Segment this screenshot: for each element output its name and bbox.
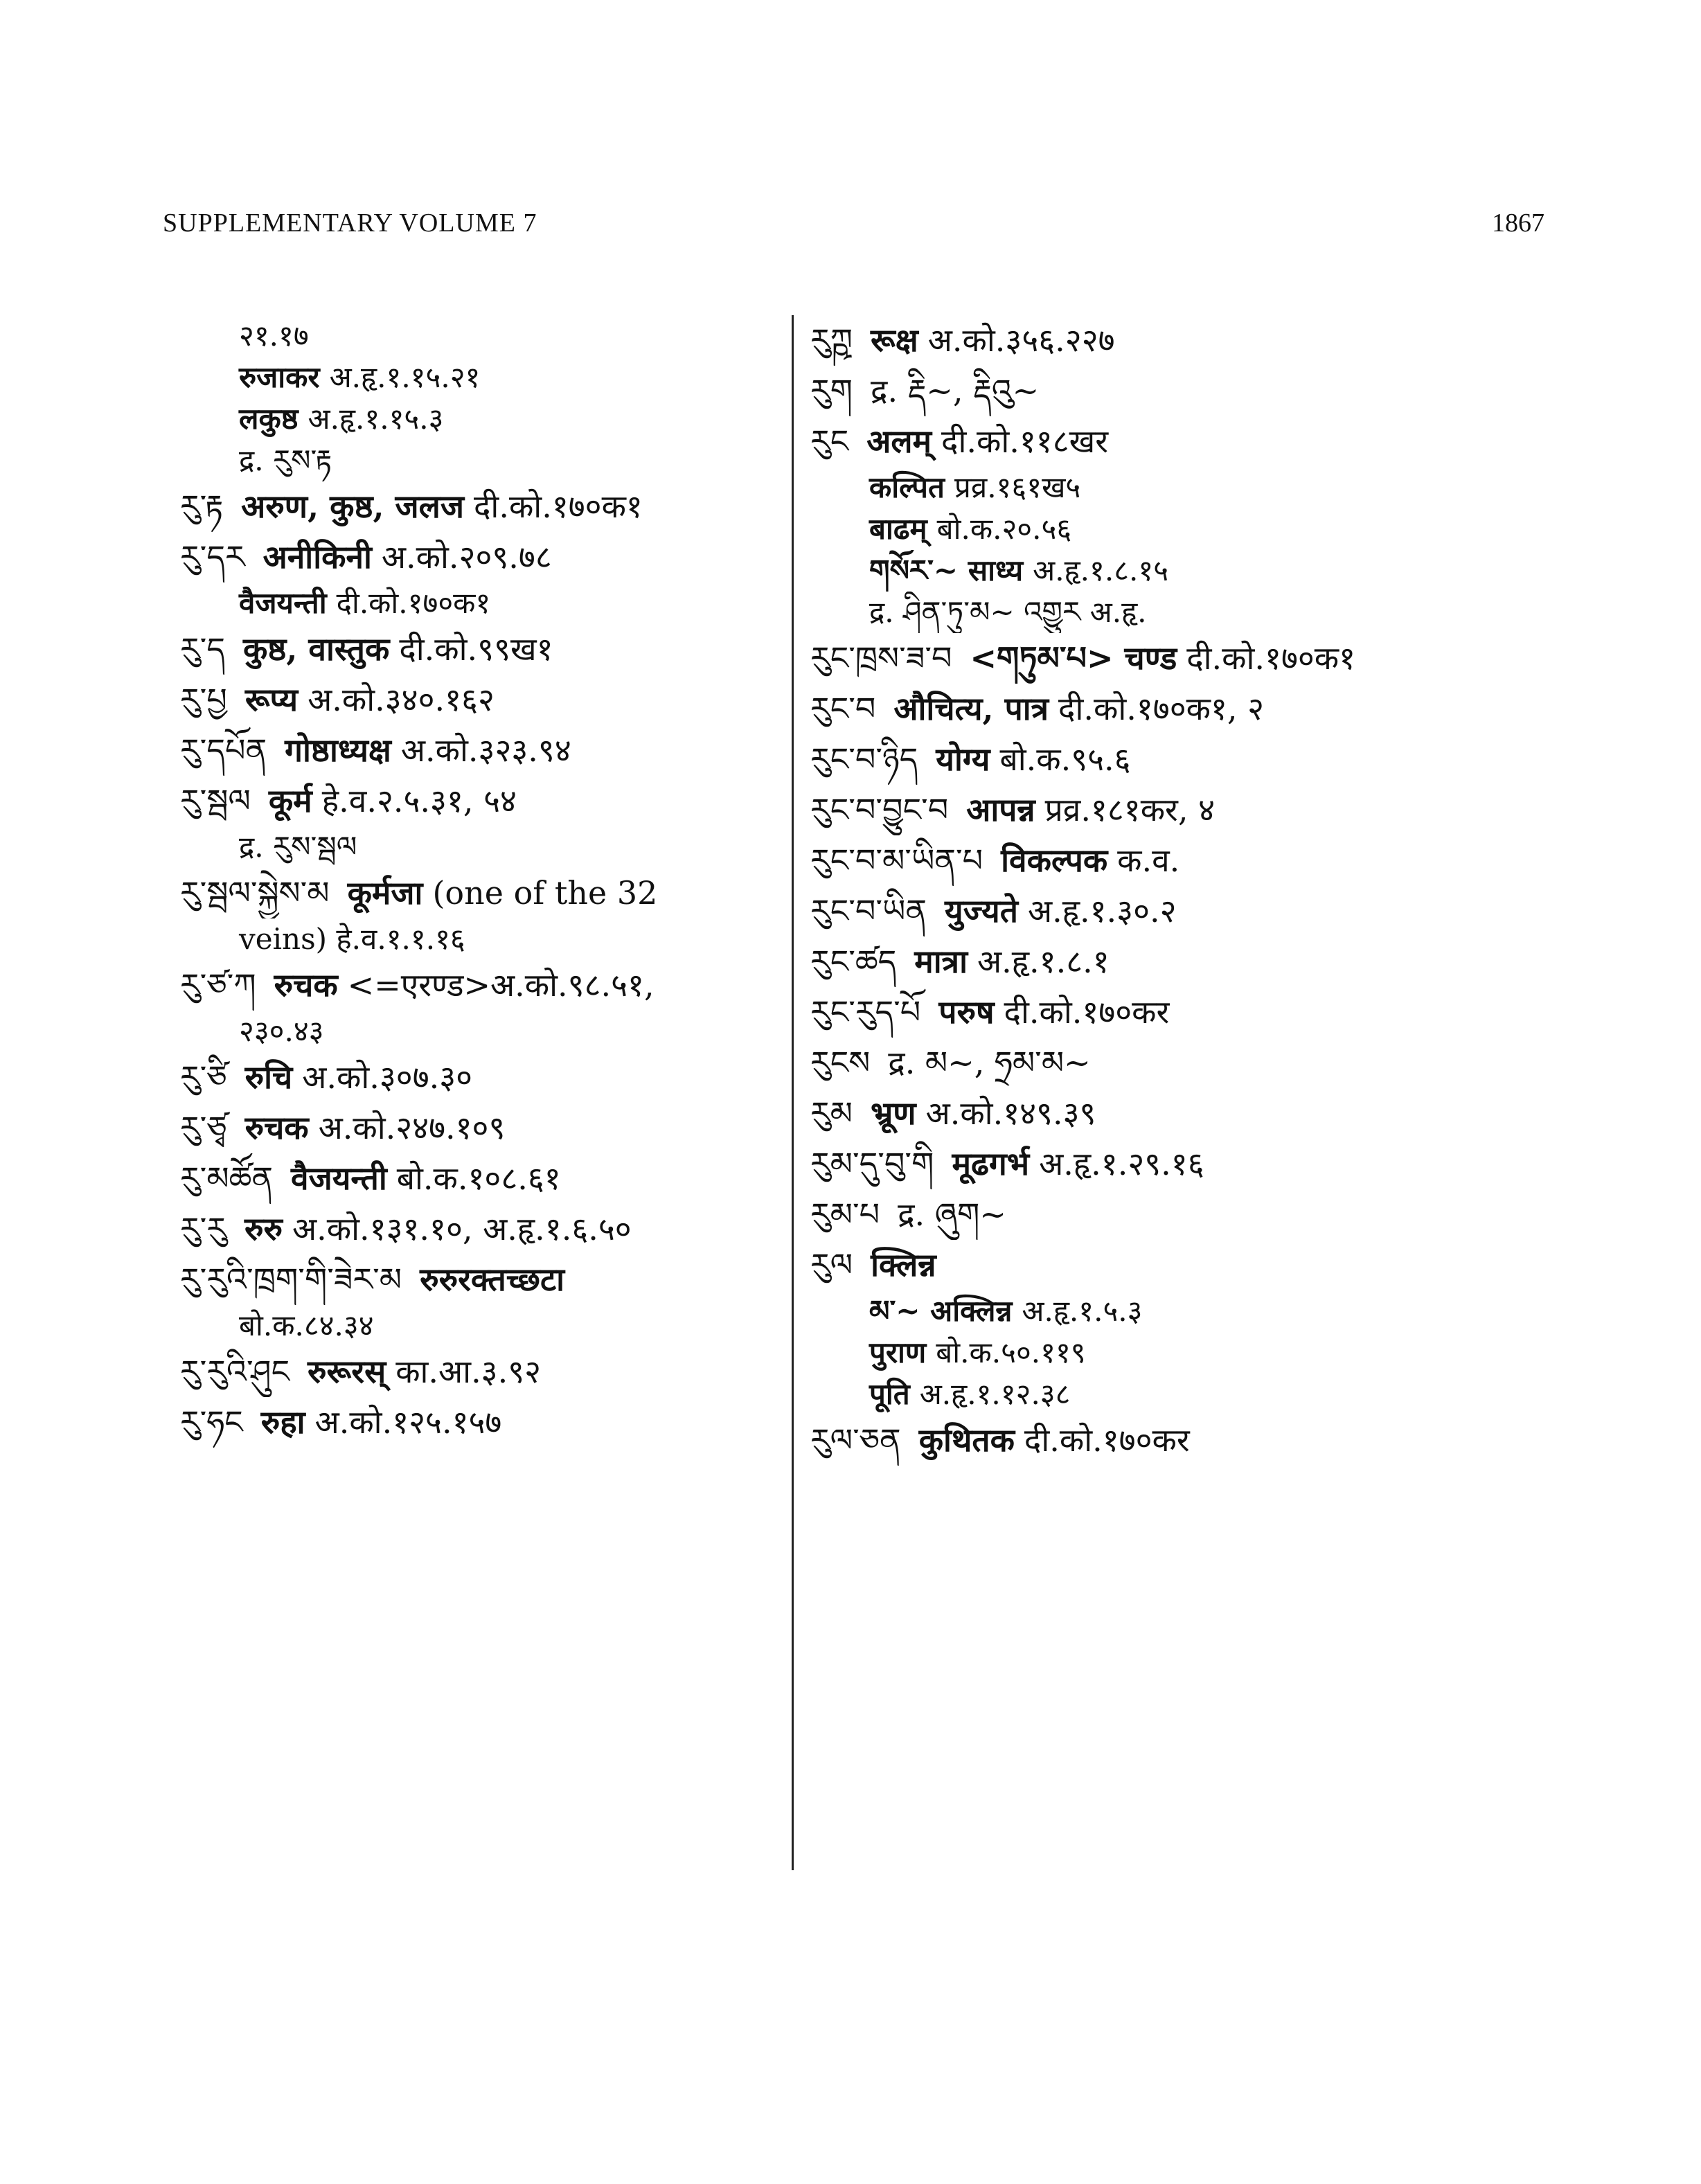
dictionary-entry (810, 467, 1503, 508)
headword: རུ་དར (180, 538, 245, 576)
headword: རུ་རུའི་ཤུང (180, 1353, 290, 1390)
headword: རུ་དཔོན (180, 731, 267, 769)
dictionary-entry (180, 398, 776, 440)
reference: <=एरण्ड>अ.को.९८.५१, (347, 966, 654, 1004)
column-rule (792, 315, 794, 1870)
sanskrit-equivalent: गोष्ठाध्यक्ष (285, 731, 391, 769)
sanskrit-equivalent: रुचक (244, 1109, 309, 1146)
reference: बो.क.८४.३४ (239, 1308, 374, 1342)
dictionary-entry (810, 592, 1503, 633)
headword: རུ་རུ (180, 1210, 226, 1248)
reference: अ.हृ.१.१५.३ (308, 402, 444, 436)
dictionary-entry (810, 1240, 1503, 1290)
dictionary-entry (810, 1088, 1503, 1139)
dictionary-entry (180, 1397, 776, 1448)
dictionary-entry (810, 416, 1503, 467)
headword: རུ་ཙི (180, 1058, 227, 1096)
dictionary-entry (810, 785, 1503, 835)
dictionary-entry (180, 675, 776, 725)
reference: अ.को.१२५.१५७ (314, 1403, 502, 1441)
sanskrit-equivalent: विकल्पक (1001, 842, 1108, 879)
sanskrit-equivalent: कूर्म (268, 782, 312, 819)
dictionary-entry (810, 835, 1503, 886)
sanskrit-equivalent: अरुण, कुष्ठ, जलज (241, 488, 464, 525)
sanskrit-equivalent: मात्रा (914, 943, 968, 980)
dictionary-entry (180, 725, 776, 776)
headword: རུང (810, 423, 849, 460)
reference: २३०.४३ (239, 1014, 324, 1048)
reference: अ.हृ.१.८.१ (977, 943, 1110, 980)
sanskrit-equivalent: <གཏུམ་པ> चण्ड (970, 639, 1177, 677)
reference: द्र. མ~, ཧྲམ་མ~ (888, 1044, 1091, 1081)
reference: द्र. ཞུག~ (898, 1196, 1006, 1233)
headword: རུང་བ་ཉིད (810, 740, 918, 778)
reference: अ.हृ.१.२९.१६ (1039, 1145, 1204, 1182)
reference: अ.को.१४९.३९ (925, 1094, 1096, 1132)
headword: རུ་རུའི་ཁྲག་གི་ཟེར་མ (180, 1261, 402, 1298)
dictionary-entry (180, 1011, 776, 1052)
reference: प्रव्र.१८१कर, ४ (1044, 791, 1215, 828)
right-column (810, 315, 1503, 1466)
dictionary-entry (810, 508, 1503, 550)
reference: अ.हृ.१.३०.२ (1027, 892, 1177, 930)
reference: अ.को.३४०.१६२ (308, 681, 495, 718)
page-header (163, 208, 1544, 249)
headword: རུམ་པ (810, 1196, 880, 1233)
dictionary-entry (180, 440, 776, 481)
headword: རུ་ཙྭ (180, 1109, 227, 1146)
reference: बो.क.१०८.६१ (396, 1160, 561, 1197)
sanskrit-equivalent: रूप्य (244, 681, 299, 718)
dictionary-entry (810, 633, 1503, 684)
dictionary-entry (180, 1153, 776, 1204)
dictionary-entry (810, 684, 1503, 734)
reference: दी.को.१७०कर (1024, 1421, 1190, 1459)
sanskrit-equivalent: वैजयन्ती (291, 1160, 387, 1197)
sanskrit-equivalent: पुराण (869, 1335, 927, 1369)
dictionary-entry (180, 776, 776, 826)
headword: རུག (810, 372, 853, 409)
sanskrit-equivalent: क्लिन्न (871, 1246, 936, 1284)
sanskrit-equivalent: रुरु (244, 1210, 283, 1248)
reference: (one of the 32 (432, 874, 658, 912)
reference: दी.को.१७०क१ (474, 488, 643, 525)
reference: अ.को.२४७.१०९ (318, 1109, 506, 1146)
reference: दी.को.१७०क१ (1186, 639, 1356, 677)
sanskrit-equivalent: अनीकिनी (262, 538, 372, 576)
headword: རུང་བ་བྱུང་བ (810, 791, 949, 828)
headword: རུངས (810, 1044, 871, 1081)
headword: རུ་རྟ (180, 488, 224, 525)
dictionary-entry (810, 987, 1503, 1038)
headword: རུ་པྱ (180, 681, 227, 718)
headword: རུམ (810, 1094, 853, 1132)
headword: རུ་སྦལ་སྐྱེས་མ (180, 874, 330, 912)
running-head: SUPPLEMENTARY VOLUME 7 (163, 208, 537, 238)
dictionary-entry (180, 1204, 776, 1254)
dictionary-entry (180, 960, 776, 1011)
dictionary-entry (810, 1189, 1503, 1240)
dictionary-entry (180, 826, 776, 868)
sanskrit-equivalent: परुष (938, 993, 995, 1031)
sanskrit-equivalent: रुचि (244, 1058, 293, 1096)
sanskrit-equivalent: रुरूरस् (308, 1353, 386, 1390)
reference: अ.को.३५६.२२७ (927, 321, 1115, 359)
reference: अ.को.३२३.९४ (400, 731, 571, 769)
headword: རུ་ད (180, 630, 225, 668)
headword: རུང་བ (810, 690, 876, 727)
sanskrit-equivalent: मूढगर्भ (952, 1145, 1030, 1182)
dictionary-entry (810, 1415, 1503, 1466)
dictionary-entry (810, 366, 1503, 416)
sanskrit-equivalent: लकुष्ठ (239, 402, 299, 436)
sanskrit-equivalent: མ་~ अक्लिन्न (869, 1294, 1013, 1328)
reference: अ.को.३०७.३० (302, 1058, 473, 1096)
reference: क.व. (1117, 842, 1180, 879)
sanskrit-equivalent: आपन्न (966, 791, 1035, 828)
dictionary-entry (180, 315, 776, 357)
headword: རུལ (810, 1246, 853, 1284)
sanskrit-equivalent: कुथितक (918, 1421, 1015, 1459)
reference: द्र. རྡི~, རྡིའུ~ (871, 372, 1040, 409)
reference: दी.को.१७०क१, २ (1058, 690, 1265, 727)
dictionary-entry (180, 624, 776, 675)
sanskrit-equivalent: रुजाकर (239, 360, 320, 394)
dictionary-entry (810, 936, 1503, 987)
headword: རུ་སྦལ (180, 782, 251, 819)
headword: རུ་མཚོན (180, 1160, 274, 1197)
dictionary-entry (180, 868, 776, 918)
dictionary-entry (180, 918, 776, 960)
dictionary-entry (180, 357, 776, 398)
headword: རུ་ཙ་ཀ (180, 966, 256, 1004)
reference: द्र. རུས་སྦལ (239, 830, 357, 864)
headword: རུང་ཁྲས་ཟ་བ (810, 639, 952, 677)
sanskrit-equivalent: भ्रूण (870, 1094, 916, 1132)
reference: द्र. རུས་རྟ (239, 443, 332, 477)
sanskrit-equivalent: औचित्य, पात्र (893, 690, 1049, 727)
reference: बो.क.९५.६ (999, 740, 1131, 778)
dictionary-entry (180, 1052, 776, 1103)
reference: veins) हे.व.१.१.१६ (239, 922, 465, 956)
sanskrit-equivalent: युज्यते (945, 892, 1018, 930)
sanskrit-equivalent: अलम् (866, 423, 932, 460)
sanskrit-equivalent: कल्पित (869, 470, 945, 504)
reference: अ.हृ.१.१२.३८ (919, 1377, 1071, 1411)
dictionary-entry (180, 532, 776, 583)
dictionary-entry (810, 1038, 1503, 1088)
dictionary-entry (810, 315, 1503, 366)
dictionary-entry (180, 1305, 776, 1347)
headword: རུམ་དུ་བུ་གི (810, 1145, 934, 1182)
headword: རུལ་ཅན (810, 1421, 901, 1459)
sanskrit-equivalent: रुचक (274, 966, 338, 1004)
reference: अ.हृ.१.८.१५ (1033, 553, 1169, 587)
dictionary-entry (180, 1254, 776, 1305)
headword: རུཀྵ (810, 321, 853, 359)
reference: दी.को.१७०कर (1004, 993, 1170, 1031)
dictionary-entry (180, 1103, 776, 1153)
reference: अ.हृ.१.१५.२१ (329, 360, 481, 394)
headword: རུ་ཧང (180, 1403, 243, 1441)
reference: दी.को.१७०क१ (336, 586, 491, 620)
reference: अ.हृ.१.५.३ (1022, 1294, 1143, 1328)
dictionary-entry (810, 1332, 1503, 1374)
sanskrit-equivalent: बाढम् (869, 512, 927, 546)
sanskrit-equivalent: གསོར་~ साध्य (869, 553, 1024, 587)
reference: दी.को.११८खर (941, 423, 1109, 460)
dictionary-entry (810, 550, 1503, 592)
reference: अ.को.२०९.७८ (381, 538, 552, 576)
reference: प्रव्र.१६१ख५ (954, 470, 1081, 504)
headword: རུང་རུད་པོ (810, 993, 921, 1031)
reference: हे.व.२.५.३१, ५४ (321, 782, 517, 819)
reference: बो.क.५०.११९ (936, 1335, 1086, 1369)
dictionary-entry (810, 886, 1503, 936)
sanskrit-equivalent: रुहा (260, 1403, 305, 1441)
sanskrit-equivalent: रूक्ष (871, 321, 918, 359)
reference: बो.क.२०.५६ (936, 512, 1072, 546)
sanskrit-equivalent: कूर्मजा (347, 874, 423, 912)
dictionary-entry (810, 1374, 1503, 1415)
reference: का.आ.३.९२ (395, 1353, 542, 1390)
headword: རུང་བ་ཡིན (810, 892, 927, 930)
sanskrit-equivalent: योग्य (936, 740, 990, 778)
dictionary-entry (180, 1347, 776, 1397)
sanskrit-equivalent: कुष्ठ, वास्तुक (242, 630, 390, 668)
dictionary-entry (180, 583, 776, 624)
left-column (180, 315, 776, 1448)
reference: अ.को.१३१.१०, अ.हृ.१.६.५० (292, 1210, 632, 1248)
reference: २१.१७ (239, 319, 309, 353)
dictionary-entry (180, 481, 776, 532)
sanskrit-equivalent: वैजयन्ती (239, 586, 327, 620)
sanskrit-equivalent: पूति (869, 1377, 910, 1411)
dictionary-entry (810, 734, 1503, 785)
page-number: 1867 (1492, 208, 1544, 238)
dictionary-entry (810, 1290, 1503, 1332)
sanskrit-equivalent: रुरुरक्तच्छटा (420, 1261, 565, 1298)
reference: द्र. ཤིན་ཏུ་མ~ འགྱུར अ.हृ. (869, 595, 1147, 629)
headword: རུང་ཚད (810, 943, 897, 980)
dictionary-entry (810, 1139, 1503, 1189)
reference: दी.को.९९ख१ (399, 630, 553, 668)
headword: རུང་བ་མ་ཡིན་པ (810, 842, 983, 879)
